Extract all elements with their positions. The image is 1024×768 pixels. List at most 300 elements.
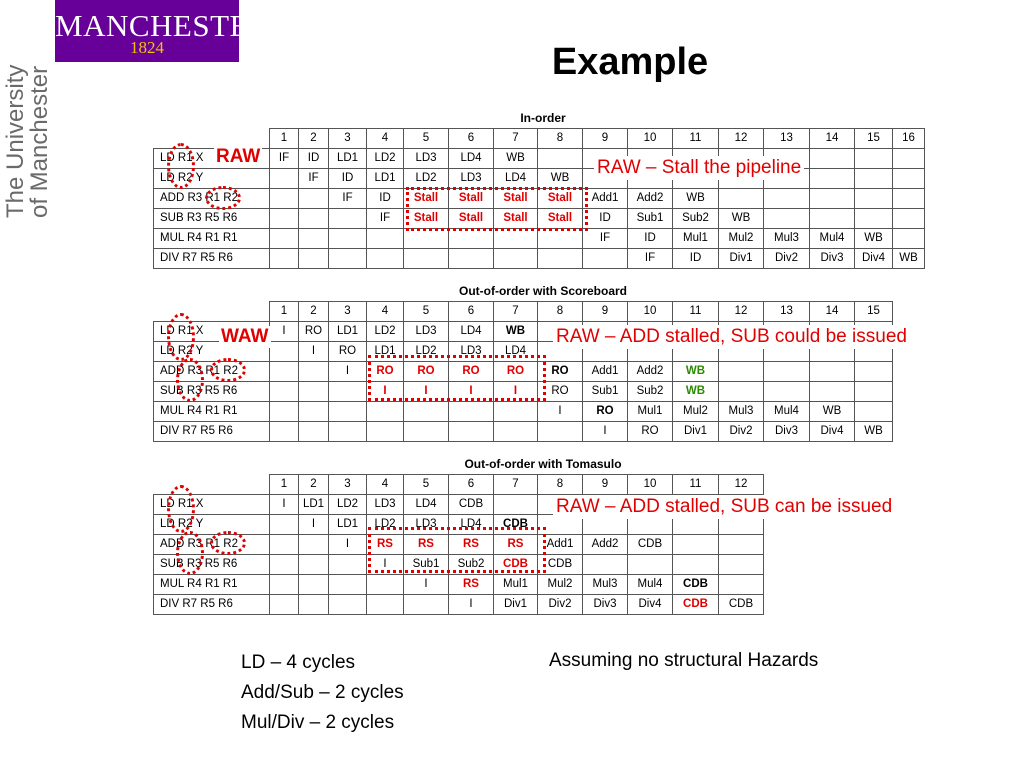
stage-cell: RO [329,342,367,362]
stage-cell [719,189,764,209]
cycle-header: 8 [538,129,583,149]
cycle-header: 16 [893,129,925,149]
stage-cell: Stall [404,189,449,209]
cycle-header: 11 [673,129,719,149]
stage-cell [367,402,404,422]
cycle-header: 15 [855,302,893,322]
table-row [154,169,925,189]
latency-muldiv: Mul/Div – 2 cycles [241,712,395,733]
stage-cell [270,515,299,535]
stage-cell [494,422,538,442]
stage-cell: LD3 [449,169,494,189]
stage-cell [404,402,449,422]
stage-cell [764,209,810,229]
stage-cell [810,149,855,169]
stage-cell: LD4 [494,342,538,362]
stage-cell [764,189,810,209]
table-row [154,249,925,269]
stage-cell: Sub1 [583,382,628,402]
instruction-cell: SUB R3 R5 R6 [154,209,270,229]
stage-cell: WB [855,229,893,249]
stage-cell: Stall [449,209,494,229]
stage-cell [299,422,329,442]
stage-cell [367,229,404,249]
stage-cell: I [404,575,449,595]
stage-cell: I [299,342,329,362]
stage-cell: I [299,515,329,535]
instruction-cell: LD R2 Y [154,342,270,362]
cycle-header: 7 [494,475,538,495]
cycle-header: 4 [367,475,404,495]
stage-cell: Add1 [583,189,628,209]
stage-cell: ID [628,229,673,249]
stage-cell: LD2 [404,342,449,362]
cycle-header: 11 [673,302,719,322]
stage-cell: LD1 [329,322,367,342]
side-wordmark-line-1: The University [2,64,29,218]
stage-cell [299,229,329,249]
stage-cell: I [270,322,299,342]
stage-cell [299,402,329,422]
stage-cell: IF [270,149,299,169]
stage-cell [299,595,329,615]
side-wordmark-line-2: of Manchester [26,65,53,218]
stage-cell: ID [673,249,719,269]
stage-cell [270,575,299,595]
stage-cell [329,249,367,269]
stage-cell: RS [449,535,494,555]
stage-cell: I [494,382,538,402]
stage-cell: Add1 [583,362,628,382]
latency-notes [241,648,404,738]
stage-cell: Add2 [583,535,628,555]
stage-cell [329,575,367,595]
stage-cell: Mul1 [673,229,719,249]
instruction-cell: SUB R3 R5 R6 [154,382,270,402]
stage-cell: Stall [494,189,538,209]
stage-cell: I [538,402,583,422]
cycle-header: 12 [719,129,764,149]
stage-cell [673,555,719,575]
stage-cell: CDB [673,595,719,615]
stage-cell: RO [583,402,628,422]
stage-cell [270,535,299,555]
cycle-header: 12 [719,302,764,322]
stage-cell: CDB [449,495,494,515]
stage-cell: LD4 [449,515,494,535]
stall-box-inorder [406,187,588,231]
cycle-header: 5 [404,302,449,322]
latency-addsub: Add/Sub – 2 cycles [241,682,404,703]
stage-cell: LD2 [404,169,449,189]
stage-cell [329,555,367,575]
stage-cell: Mul1 [628,402,673,422]
table-title-inorder: In-order [520,111,566,125]
cycle-header: 12 [719,475,764,495]
stage-cell [893,149,925,169]
stage-cell: I [583,422,628,442]
stage-cell: Sub1 [628,209,673,229]
stage-cell: Add2 [628,362,673,382]
instruction-cell: DIV R7 R5 R6 [154,422,270,442]
stage-cell: IF [367,209,404,229]
cycle-header: 9 [583,475,628,495]
stage-cell [719,382,764,402]
stage-cell [449,249,494,269]
hazard-tag-raw: RAW [216,146,261,167]
stage-cell [367,595,404,615]
stage-cell: RO [404,362,449,382]
cycle-header: 1 [270,475,299,495]
assumption-note: Assuming no structural Hazards [549,650,819,671]
stage-cell [270,555,299,575]
callout-scoreboard: RAW – ADD stalled, SUB could be issued [553,325,910,349]
cycle-header: 1 [270,302,299,322]
cycle-header: 14 [810,129,855,149]
latency-ld: LD – 4 cycles [241,652,356,673]
stage-cell [538,229,583,249]
stage-cell: Mul4 [628,575,673,595]
stage-cell [270,362,299,382]
instruction-cell: ADD R3 R1 R2 [154,189,270,209]
slide-title: Example [551,41,709,83]
instruction-cell: MUL R4 R1 R1 [154,575,270,595]
instruction-cell: LD R1 X [154,149,270,169]
stage-cell: RO [538,362,583,382]
stage-cell [494,495,538,515]
stage-cell: LD3 [367,495,404,515]
instruction-cell: MUL R4 R1 R1 [154,229,270,249]
instruction-cell: LD R2 Y [154,515,270,535]
stage-cell [893,189,925,209]
stage-cell [299,575,329,595]
stage-cell: Div3 [583,595,628,615]
register-circle-r1r2-inorder [205,186,241,210]
cycle-header: 10 [628,129,673,149]
stage-cell [329,402,367,422]
instruction-cell: DIV R7 R5 R6 [154,249,270,269]
stage-cell: Div4 [810,422,855,442]
stage-cell: IF [628,249,673,269]
stage-cell: ID [367,189,404,209]
stage-cell: LD1 [367,342,404,362]
stage-cell [299,189,329,209]
stage-cell: LD4 [494,169,538,189]
instruction-cell: ADD R3 R1 R2 [154,362,270,382]
stage-cell [367,422,404,442]
stage-cell: LD1 [367,169,404,189]
stage-cell [329,229,367,249]
cycle-header: 14 [810,302,855,322]
cycle-header: 7 [494,302,538,322]
stage-cell: Sub2 [628,382,673,402]
stage-cell: WB [810,402,855,422]
stage-cell: RO [367,362,404,382]
header-row [154,129,925,149]
stage-cell: RO [449,362,494,382]
cycle-header: 3 [329,129,367,149]
stage-cell: CDB [494,555,538,575]
stage-cell [538,149,583,169]
cycle-header: 7 [494,129,538,149]
side-wordmark [4,58,64,218]
stage-cell [583,249,628,269]
stage-cell: Stall [449,189,494,209]
instruction-cell: LD R2 Y [154,169,270,189]
register-circle-r1-inorder [167,143,195,189]
stage-cell [855,209,893,229]
stage-cell: WB [719,209,764,229]
register-circle-r1r2-tomasulo [210,531,246,555]
stage-cell [538,249,583,269]
stage-cell [764,382,810,402]
stage-cell: Div4 [855,249,893,269]
cycle-header: 5 [404,475,449,495]
stage-cell [299,209,329,229]
stage-cell: I [270,495,299,515]
stage-cell: CDB [494,515,538,535]
cycle-header: 6 [449,302,494,322]
stage-cell [367,575,404,595]
logo-year: 1824 [130,38,164,57]
logo-name: MANCHESTER [55,8,271,43]
stage-cell [810,362,855,382]
stage-cell [270,169,299,189]
stage-cell: Mul3 [764,229,810,249]
stage-cell: LD2 [329,495,367,515]
stage-cell: Mul4 [810,229,855,249]
stage-cell [810,169,855,189]
stage-cell [855,402,893,422]
stage-cell [270,422,299,442]
table-row [154,149,925,169]
stage-cell: LD1 [329,515,367,535]
stage-cell [719,535,764,555]
stage-cell [449,422,494,442]
stage-cell: LD4 [404,495,449,515]
stage-cell: Add1 [538,535,583,555]
stage-cell [810,209,855,229]
cycle-header: 3 [329,302,367,322]
instruction-cell: MUL R4 R1 R1 [154,402,270,422]
stage-cell: RO [628,422,673,442]
stage-cell: LD2 [367,515,404,535]
table-row [154,229,925,249]
stage-cell: CDB [538,555,583,575]
callout-tomasulo: RAW – ADD stalled, SUB can be issued [553,495,895,519]
cycle-header: 6 [449,475,494,495]
stage-cell: IF [329,189,367,209]
stage-cell [329,382,367,402]
table-title-tomasulo: Out-of-order with Tomasulo [464,457,622,471]
stage-cell: RO [538,382,583,402]
stage-cell [673,535,719,555]
stage-cell [270,382,299,402]
stage-cell [583,555,628,575]
instruction-cell: LD R1 X [154,322,270,342]
cycle-header: 2 [299,475,329,495]
instruction-cell: ADD R3 R1 R2 [154,535,270,555]
stage-cell: WB [673,362,719,382]
stage-cell: ID [299,149,329,169]
header-row [154,302,893,322]
stage-cell: LD3 [404,322,449,342]
stage-cell [719,555,764,575]
cycle-header: 6 [449,129,494,149]
stage-cell: I [449,595,494,615]
instruction-cell: SUB R3 R5 R6 [154,555,270,575]
cycle-header: 5 [404,129,449,149]
stage-cell: RS [449,575,494,595]
stage-cell: WB [673,189,719,209]
cycle-header: 10 [628,475,673,495]
table-row [154,595,764,615]
stage-cell: ID [583,209,628,229]
instruction-cell: DIV R7 R5 R6 [154,595,270,615]
cycle-header: 8 [538,475,583,495]
stage-cell: RO [299,322,329,342]
stage-cell [810,382,855,402]
stall-box-scoreboard [368,355,546,401]
instruction-cell: LD R1 X [154,495,270,515]
stage-cell: Div3 [764,422,810,442]
stage-cell: Sub2 [449,555,494,575]
stage-cell [893,229,925,249]
stage-cell: Mul3 [719,402,764,422]
stage-cell: LD2 [367,322,404,342]
stage-cell [855,382,893,402]
register-circle-r3-scoreboard [176,358,204,402]
stage-cell: IF [583,229,628,249]
table-row [154,422,893,442]
stage-cell [494,229,538,249]
stage-cell: Div3 [810,249,855,269]
cycle-header: 15 [855,129,893,149]
stage-cell: LD1 [299,495,329,515]
university-logo [55,0,271,62]
stage-cell [449,229,494,249]
stage-cell: WB [893,249,925,269]
stage-cell [855,169,893,189]
stage-cell [719,575,764,595]
register-circle-r1-scoreboard [167,313,195,361]
stage-cell [404,249,449,269]
stage-cell: Mul1 [494,575,538,595]
stage-cell [628,555,673,575]
hazard-tag-waw: WAW [221,326,269,347]
table-row [154,575,764,595]
stage-cell: Stall [538,209,583,229]
cycle-header: 11 [673,475,719,495]
stage-cell [719,362,764,382]
stage-cell: Stall [404,209,449,229]
stage-cell: Div4 [628,595,673,615]
stage-cell: WB [855,422,893,442]
stage-cell: LD4 [449,322,494,342]
stage-cell: Mul4 [764,402,810,422]
stage-cell: Div1 [494,595,538,615]
cycle-header: 9 [583,302,628,322]
stage-cell: LD3 [449,342,494,362]
register-circle-r3-tomasulo [176,531,204,575]
stage-cell [494,402,538,422]
cycle-header: 4 [367,129,404,149]
cycle-header: 1 [270,129,299,149]
stage-cell: IF [299,169,329,189]
stage-cell: LD3 [404,149,449,169]
stage-cell: Mul2 [538,575,583,595]
stage-cell: WB [538,169,583,189]
stage-cell [367,249,404,269]
stage-cell: I [367,555,404,575]
cycle-header: 8 [538,302,583,322]
stage-cell [270,402,299,422]
stage-cell: Mul2 [719,229,764,249]
stage-cell [270,249,299,269]
stage-cell [893,209,925,229]
cycle-header: 10 [628,302,673,322]
stage-cell: WB [673,382,719,402]
stage-cell: WB [494,322,538,342]
table-title-scoreboard: Out-of-order with Scoreboard [459,284,627,298]
stage-cell: RS [404,535,449,555]
stage-cell: RS [367,535,404,555]
stage-cell [329,209,367,229]
stage-cell: LD3 [404,515,449,535]
callout-inorder: RAW – Stall the pipeline [594,156,804,180]
stage-cell: CDB [719,595,764,615]
stage-cell [299,249,329,269]
stage-cell [299,362,329,382]
stage-cell [270,342,299,362]
stage-cell [404,422,449,442]
stage-cell [893,169,925,189]
stage-cell: LD4 [449,149,494,169]
stage-cell: Mul3 [583,575,628,595]
stage-cell: Mul2 [673,402,719,422]
stage-cell: Add2 [628,189,673,209]
stage-cell: Div2 [719,422,764,442]
cycle-header: 4 [367,302,404,322]
stage-cell: I [329,362,367,382]
stage-cell [494,249,538,269]
register-circle-r1-tomasulo [167,485,195,533]
stage-cell [299,535,329,555]
stage-cell: I [329,535,367,555]
cycle-header: 9 [583,129,628,149]
stage-cell: RO [494,362,538,382]
stage-cell: CDB [673,575,719,595]
header-row [154,475,764,495]
stage-cell: Stall [494,209,538,229]
stage-cell: Sub1 [404,555,449,575]
stage-cell [404,229,449,249]
stage-cell: Div1 [719,249,764,269]
stage-cell [299,555,329,575]
stage-cell: I [367,382,404,402]
stage-cell [270,229,299,249]
stage-cell [404,595,449,615]
stage-cell: I [404,382,449,402]
table-row [154,402,893,422]
stage-cell [855,189,893,209]
stage-cell [270,189,299,209]
stage-cell: Div2 [538,595,583,615]
cycle-header: 13 [764,302,810,322]
stage-cell [329,422,367,442]
stage-cell [449,402,494,422]
register-circle-r1r2-scoreboard [210,358,246,382]
